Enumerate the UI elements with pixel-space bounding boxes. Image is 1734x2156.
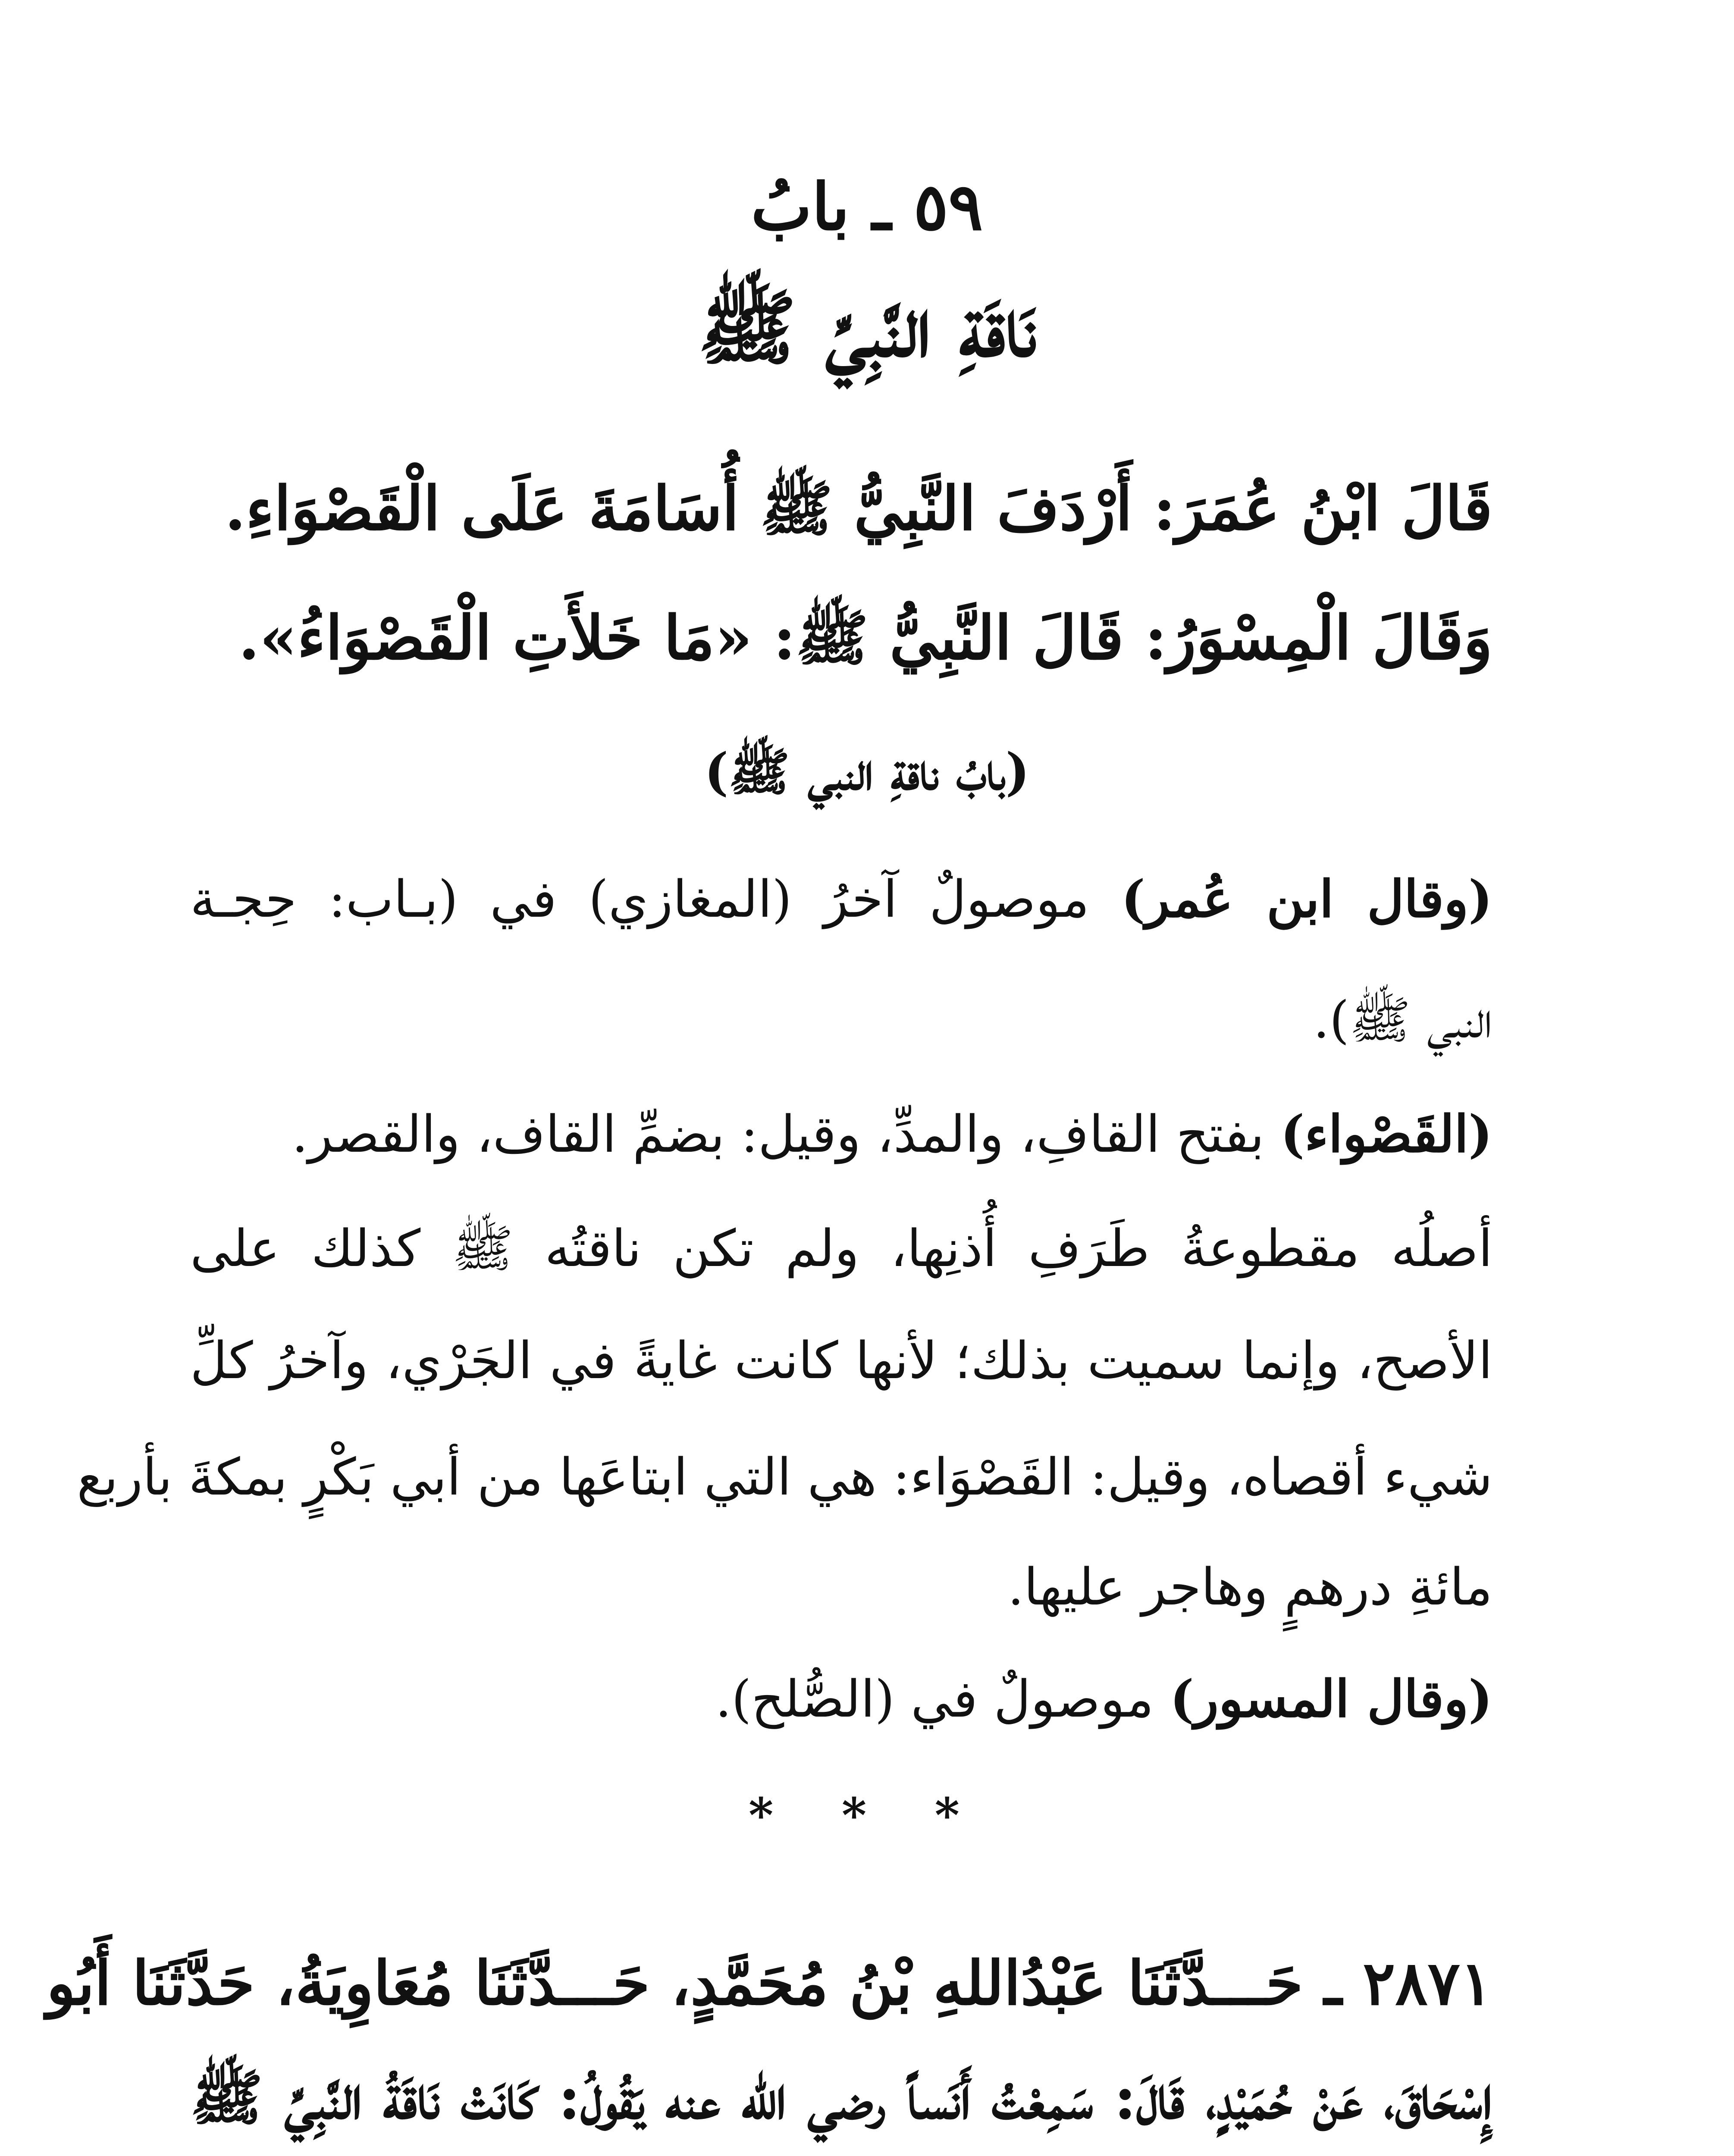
commentary-text: بفتح القافِ، والمدِّ، وقيل: بضمِّ القاف، والقصر. (292, 1104, 1264, 1164)
commentary-paragraph-3-line-2: الأصح، وإنما سميت بذلك؛ لأنها كانت غايةً في الجَرْي، وآخرُ كلِّ (190, 1331, 1493, 1390)
commentary-paragraph-4 (190, 1664, 1493, 1733)
section-separator: * * * (748, 1787, 986, 1843)
commentary-paragraph-3-line-1: أصلُه مقطوعةُ طَرَفِ أُذنِها، ولم تكن ناقتُه ﷺ كذلك على (190, 1219, 1493, 1278)
commentary-text: موصولٌ آخرُ (المغازي) في (بـاب: حِجـة (190, 869, 1089, 929)
hadith-text-line-2: وَقَالَ الْمِسْوَرُ: قَالَ النَّبِيُّ ﷺ: «مَا خَلأَتِ الْقَصْوَاءُ». (238, 603, 1493, 674)
chapter-number: ٥٩ ـ بابُ (751, 169, 983, 245)
hadith-2871-line-1: ٢٨٧١ ـ حَـــدَّثَنَا عَبْدُاللهِ بْنُ مُحَمَّدٍ، حَـــدَّثَنَا مُعَاوِيَةُ، حَدَّثَنَا أَبُو (46, 1948, 1493, 2019)
hadith-text-line-1: قَالَ ابْنُ عُمَرَ: أَرْدَفَ النَّبِيُّ ﷺ أُسَامَةَ عَلَى الْقَصْوَاءِ. (225, 473, 1493, 544)
commentary-bold-phrase: (وقال المسور) (1170, 1669, 1493, 1729)
commentary-paragraph-1-line-1 (190, 865, 1493, 934)
chapter-title: نَاقَةِ النَّبِيِّ ﷺ (698, 279, 1036, 376)
hadith-2871-line-2: إِسْحَاقَ، عَنْ حُمَيْدٍ، قَالَ: سَمِعْتُ أَنَساً رضي الله عنه يَقُولُ: كَانَتْ نَاقَةُ النَّبِيِّ ﷺ (190, 2062, 1493, 2133)
commentary-bold-phrase: (وقال ابن عُمر) (1121, 869, 1493, 929)
commentary-paragraph-3-line-3: شيء أقصاه، وقيل: القَصْوَاء: هي التي ابتاعَها من أبي بَكْرٍ بمكةَ بأربع (77, 1447, 1493, 1507)
commentary-text: موصولٌ في (الصُّلح). (715, 1669, 1154, 1729)
commentary-paragraph-2 (190, 1100, 1493, 1169)
commentary-paragraph-1-line-2: النبي ﷺ). (1313, 990, 1493, 1050)
commentary-heading: (بابُ ناقةِ النبي ﷺ) (704, 742, 1030, 802)
commentary-bold-phrase: (القَصْواء) (1280, 1104, 1493, 1164)
commentary-paragraph-3-line-4: مائةِ درهمٍ وهاجر عليها. (1007, 1557, 1493, 1617)
